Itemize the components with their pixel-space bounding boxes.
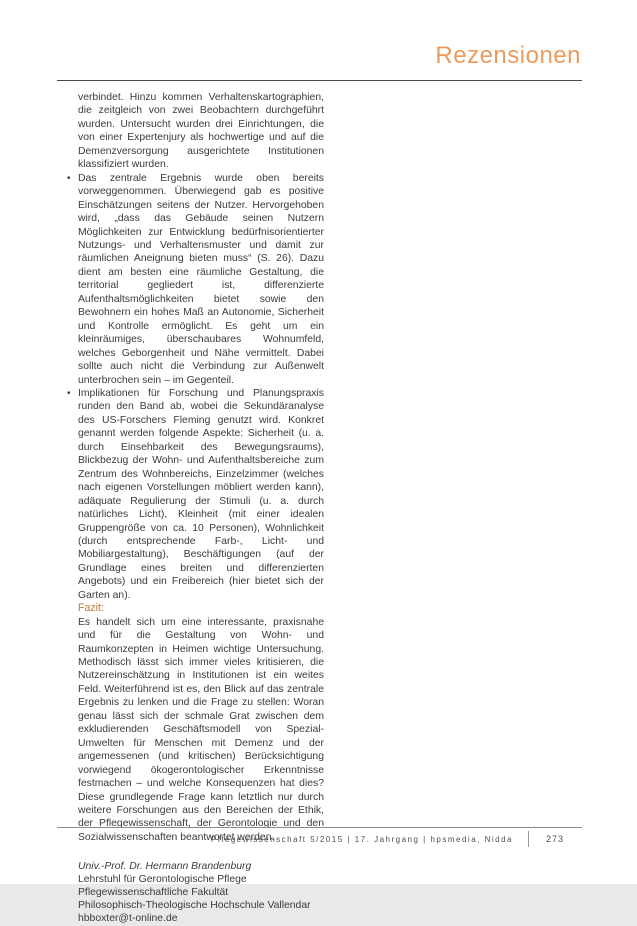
page-header-title: Rezensionen [435, 42, 581, 69]
bullet-text: Implikationen für Forschung und Planungspraxis runden den Band ab, wobei die Sekundäranalyse des US-Forschers Fleming genutzt wird. Konkret genannt werden folgende Aspekte: Sicherheit (u. a. durch Einsehbarkeit des Bewegungsraums), Blickbezug der Wohn- und Aufenthaltsbereiche zum Zentrum des Wohnbereichs, Einzelzimmer (welches nach eigenen Vorstellungen möbliert werden kann), adäquate Regulierung der Stimuli (u. a. durch natürliches Licht), Kleinheit (mit einer idealen Gruppengröße von ca. 10 Personen), Wohnlichkeit (durch entsprechende Farb-, Licht- und Mobiliargestaltung), Beschäftigungen (auf der Grundlage eines breiten und differenzierten Angebots) und ein Freibereich (hier bietet sich der Garten an). [78, 387, 324, 601]
bullet-text: Das zentrale Ergebnis wurde oben bereits vorweggenommen. Überwiegend gab es positive Einschätzungen seitens der Nutzer. Hervorgehoben wird, „dass das Gebäude seinen Nutzern Möglichkeiten zur Entwicklung bedürfnisorientierter Nutzungs- und Verhaltensmuster und damit zur räumlichen Aneignung bieten muss“ (S. 26). Dazu dient am besten eine räumliche Gestaltung, die territorial gegliedert ist, differenzierte Aufenthaltsmöglichkeiten bietet sowie den Bewohnern ein hohes Maß an Autonomie, Sicherheit und Kontrolle ermöglicht. Es geht um ein kleinräumiges, überschaubares Wohnumfeld, welches Geborgenheit und Nähe vermittelt. Dabei sollte auch nicht die Verbindung zur Außenwelt unterbrochen sein – im Gegenteil. [78, 172, 324, 386]
author-affiliation: Pflegewissenschaftliche Fakultät [78, 887, 229, 899]
author-affiliation: Philosophisch-Theologische Hochschule Vallendar [78, 900, 311, 912]
page-footer [211, 831, 581, 847]
intro-paragraph: verbindet. Hinzu kommen Verhaltenskartographien, die zeitgleich von zwei Beobachtern durchgeführt wurden. Untersucht wurden drei Einrichtungen, die von einer Expertenjury als hochwertige und auf die Demenzversorgung ausgerichtete Institutionen klassifiziert wurden. [78, 92, 324, 171]
fazit-heading: Fazit: [78, 602, 104, 615]
footer-rule [57, 827, 582, 828]
header-rule [57, 80, 582, 81]
author-block [78, 861, 324, 926]
review-bullet-list [67, 172, 324, 603]
fazit-paragraph: Es handelt sich um eine interessante, praxisnahe und für die Gestaltung von Wohn- und Raumkonzepten in Heimen wichtige Untersuchung. Methodisch lässt sich immer vieles kritisieren, die Nutzereinschätzung in Institutionen ist ein weites Feld. Weiterführend ist es, den Blick auf das zentrale Ergebnis zu lenken und die Frage zu stellen: Woran genau lässt sich der schmale Grat zwischen dem exkludierenden Geschäftsmodell von Spezial-Umwelten für Menschen mit Demenz und der angemessenen (und kritischen) Berücksichtigung vorwiegend ökogerontologischer Erkenntnisse festmachen – und welche Konsequenzen hat dies? Diese grundlegende Frage kann letztlich nur durch weitere Forschungen aus den Bereichen der Ethik, der Pflegewissenschaft, der Gerontologie und den Sozialwissenschaften beantwortet werden. [78, 616, 324, 843]
review-bullet-item [67, 172, 324, 387]
page-number: 273 [545, 834, 565, 844]
author-email: hbboxter@t-online.de [78, 913, 178, 924]
article-column [67, 91, 324, 926]
bullet-marker: • [67, 387, 71, 399]
author-name: Univ.-Prof. Dr. Hermann Brandenburg [78, 861, 252, 873]
review-bullet-item [67, 387, 324, 602]
footer-journal-info: Pflegewissenschaft 5/2015 | 17. Jahrgang | hpsmedia, Nidda [211, 834, 513, 844]
bullet-marker: • [67, 172, 71, 184]
author-affiliation: Lehrstuhl für Gerontologische Pflege [78, 874, 247, 886]
